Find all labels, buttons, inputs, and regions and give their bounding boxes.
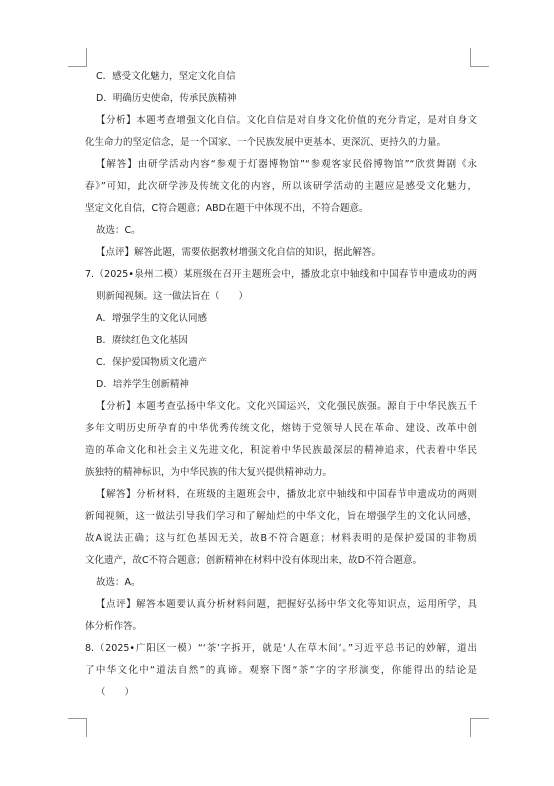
q7-analysis-line-2: 多年文明历史所孕育的中华优秀传统文化，熔铸于党领导人民在革命、建设、改革中创	[85, 423, 477, 434]
prev-solution-line-1: 【解答】由研学活动内容“参观于灯器博物馆”“参观客家民俗博物馆”“欣赏舞剧《永	[96, 159, 477, 170]
q8-stem-line-1: 8.（2025•广阳区一模）“‘茶’字拆开，就是‘人在草木间’。”习近平总书记的妙解，道出	[85, 643, 477, 654]
prev-answer: 故选：C。	[96, 225, 141, 236]
page-corner-mark-bottom-right	[470, 718, 489, 737]
page-corner-mark-bottom-left	[68, 718, 87, 737]
q7-option-c: C．保护爱国物质文化遗产	[96, 357, 208, 368]
document-body	[85, 66, 477, 704]
prev-analysis-line-2: 化生命力的坚定信念，是一个国家、一个民族发展中更基本、更深沉、更持久的力量。	[85, 137, 447, 148]
q7-analysis-line-1: 【分析】本题考查弘扬中华文化。文化兴国运兴，文化强民族强。源自于中华民族五千	[96, 401, 477, 412]
page-corner-mark-top-right	[470, 48, 489, 67]
q7-option-d: D．培养学生创新精神	[96, 379, 189, 390]
q7-comment-line-2: 体分析作答。	[85, 621, 143, 632]
q8-stem-line-3: （ ）	[96, 687, 135, 698]
page-corner-mark-top-left	[68, 48, 87, 67]
q7-solution-line-3: 故A说法正确；这与红色基因无关，故B不符合题意；材料表明的是保护爱国的非物质	[85, 533, 477, 544]
prev-option-d: D．明确历史使命，传承民族精神	[96, 93, 237, 104]
prev-solution-line-3: 坚定文化自信，C符合题意；ABD在题干中体现不出，不符合题意。	[85, 203, 369, 214]
q7-solution-line-4: 文化遗产，故C不符合题意；创新精神在材料中没有体现出来，故D不符合题意。	[85, 555, 422, 566]
q7-solution-line-2: 新闻视频，这一做法引导我们学习和了解灿烂的中华文化，旨在增强学生的文化认同感，	[85, 511, 477, 522]
prev-solution-line-2: 春》”可知，此次研学涉及传统文化的内容，所以该研学活动的主题应是感受文化魅力，	[85, 181, 477, 192]
q7-analysis-line-3: 造的革命文化和社会主义先进文化，积淀着中华民族最深层的精神追求，代表着中华民	[85, 445, 477, 456]
q7-option-a: A．增强学生的文化认同感	[96, 313, 207, 324]
q7-comment-line-1: 【点评】解答本题要认真分析材料问题，把握好弘扬中华文化等知识点，运用所学，具	[96, 599, 477, 610]
prev-comment: 【点评】解答此题，需要依据教材增强文化自信的知识，据此解答。	[96, 247, 382, 258]
prev-analysis-line-1: 【分析】本题考查增强文化自信。文化自信是对自身文化价值的充分肯定，是对自身文	[96, 115, 477, 126]
prev-option-c: C．感受文化魅力，坚定文化自信	[96, 71, 236, 82]
q7-solution-line-1: 【解答】分析材料，在班级的主题班会中，播放北京中轴线和中国春节申遗成功的两则	[96, 489, 477, 500]
q7-analysis-line-4: 族独特的精神标识，为中华民族的伟大复兴提供精神动力。	[85, 467, 333, 478]
q7-answer: 故选：A。	[96, 577, 141, 588]
q7-stem-line-2: 则新闻视频。这一做法旨在（ ）	[96, 291, 249, 302]
q7-stem-line-1: 7.（2025•泉州二模）某班级在召开主题班会中，播放北京中轴线和中国春节申遗成功的两	[85, 269, 477, 280]
q7-option-b: B．赓续红色文化基因	[96, 335, 189, 346]
q8-stem-line-2: 了中华文化中“道法自然”的真谛。观察下图“茶”字的字形演变，你能得出的结论是	[85, 665, 477, 676]
